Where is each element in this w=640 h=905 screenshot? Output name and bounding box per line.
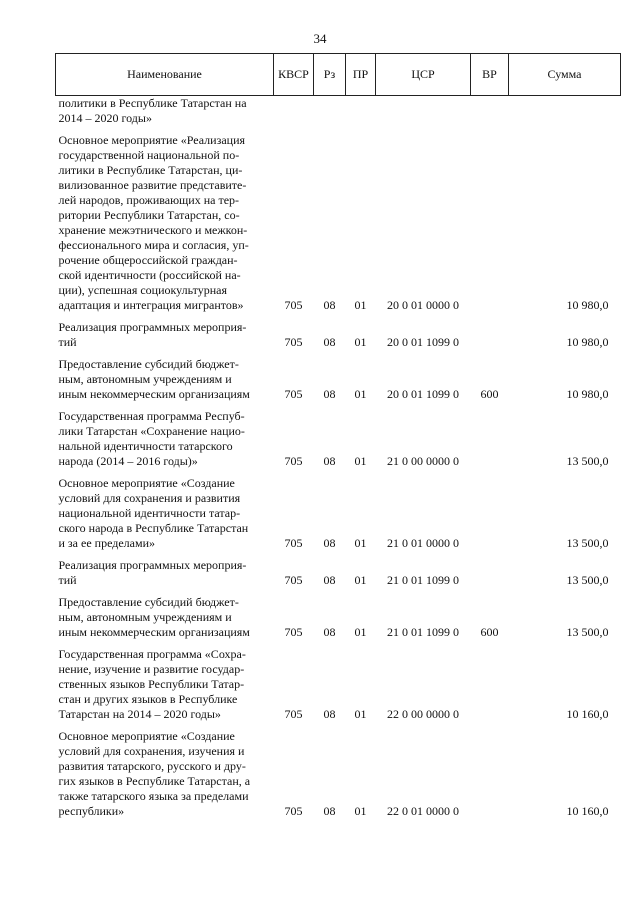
- row-kvsr: [274, 96, 314, 127]
- row-name: [56, 469, 274, 551]
- table-row: [56, 96, 621, 127]
- row-pr: 01: [354, 804, 367, 818]
- row-rz: 08: [323, 804, 336, 818]
- row-name-line: Основное мероприятие «Создание: [58, 729, 235, 743]
- table-row: [56, 126, 621, 313]
- row-name-line: ской идентичности (российской на-: [58, 268, 241, 282]
- row-vr: 600: [480, 625, 499, 639]
- row-kvsr: 705: [284, 707, 303, 721]
- row-name-line: фессионального мира и согласия, уп-: [58, 238, 249, 252]
- row-name-line: гих языков в Республике Татарстан, а: [58, 774, 251, 788]
- row-name-line: также татарского языка за пределами: [58, 789, 249, 803]
- row-name-line: Татарстан на 2014 – 2020 годы»: [58, 707, 221, 721]
- row-vr: [471, 469, 509, 551]
- row-sum: 10 160,0: [566, 707, 609, 721]
- row-pr: 01: [354, 625, 367, 639]
- row-name-line: ского народа в Республике Татарстан: [58, 521, 249, 535]
- row-vr: [471, 402, 509, 469]
- row-name-line: вилизованное развитие представите-: [58, 178, 247, 192]
- row-vr: [471, 126, 509, 313]
- row-name-line: лики Татарстан «Сохранение нацио-: [58, 424, 245, 438]
- table-row: [56, 402, 621, 469]
- row-vr: [471, 551, 509, 588]
- row-name: [56, 313, 274, 350]
- row-csr: 21 0 01 1099 0: [387, 625, 459, 639]
- row-kvsr: 705: [284, 625, 303, 639]
- row-name-line: условий для сохранения, изучения и: [58, 744, 245, 758]
- row-sum: [509, 96, 621, 127]
- row-name-line: нальной идентичности татарского: [58, 439, 233, 453]
- row-name-line: лей народов, проживающих на тер-: [58, 193, 240, 207]
- row-csr: 22 0 00 0000 0: [387, 707, 459, 721]
- row-kvsr: 705: [284, 454, 303, 468]
- row-name-line: политики в Республике Татарстан на: [58, 96, 247, 110]
- row-name: [56, 722, 274, 819]
- row-name-line: иным некоммерческим организациям: [58, 625, 250, 639]
- table-body: [56, 96, 621, 820]
- row-name: [56, 551, 274, 588]
- row-csr: 22 0 01 0000 0: [387, 804, 459, 818]
- row-name-line: Реализация программных мероприя-: [58, 558, 247, 572]
- row-name-line: иным некоммерческим организациям: [58, 387, 250, 401]
- row-name-line: ритории Республики Татарстан, со-: [58, 208, 240, 222]
- row-vr: [471, 96, 509, 127]
- row-name-line: хранение межэтнического и межкон-: [58, 223, 248, 237]
- row-sum: 10 980,0: [566, 387, 609, 401]
- header-name: Наименование: [56, 54, 274, 96]
- row-kvsr: 705: [284, 298, 303, 312]
- row-csr: 20 0 01 1099 0: [387, 387, 459, 401]
- header-kvsr: КВСР: [274, 54, 314, 96]
- row-name-line: государственной национальной по-: [58, 148, 240, 162]
- row-name-line: нение, изучение и развитие государ-: [58, 662, 245, 676]
- table-row: [56, 313, 621, 350]
- table-header: [56, 54, 621, 96]
- row-name: [56, 402, 274, 469]
- header-csr: ЦСР: [376, 54, 471, 96]
- row-name-line: условий для сохранения и развития: [58, 491, 241, 505]
- row-kvsr: 705: [284, 335, 303, 349]
- row-sum: 13 500,0: [566, 573, 609, 587]
- row-name-line: Государственная программа «Сохра-: [58, 647, 246, 661]
- row-name-line: Предоставление субсидий бюджет-: [58, 595, 239, 609]
- row-vr: 600: [480, 387, 499, 401]
- row-name-line: ным, автономным учреждениям и: [58, 610, 232, 624]
- row-name-line: народа (2014 – 2016 годы)»: [58, 454, 198, 468]
- row-name-line: адаптация и интеграция мигрантов»: [58, 298, 244, 312]
- header-pr: ПР: [346, 54, 376, 96]
- row-name-line: Государственная программа Респуб-: [58, 409, 245, 423]
- row-sum: 10 980,0: [566, 335, 609, 349]
- row-rz: 08: [323, 625, 336, 639]
- row-pr: 01: [354, 335, 367, 349]
- row-name: [56, 350, 274, 402]
- header-rz: Рз: [314, 54, 346, 96]
- row-kvsr: 705: [284, 536, 303, 550]
- row-name: [56, 126, 274, 313]
- row-name-line: литики в Республике Татарстан, ци-: [58, 163, 243, 177]
- row-pr: [346, 96, 376, 127]
- row-name-line: ственных языков Республики Татар-: [58, 677, 245, 691]
- row-csr: 21 0 00 0000 0: [387, 454, 459, 468]
- row-name-line: национальной идентичности татар-: [58, 506, 241, 520]
- row-rz: 08: [323, 454, 336, 468]
- row-rz: 08: [323, 707, 336, 721]
- row-name-line: стан и других языков в Республике: [58, 692, 238, 706]
- row-sum: 10 160,0: [566, 804, 609, 818]
- row-name-line: ции), успешная социокультурная: [58, 283, 228, 297]
- row-pr: 01: [354, 536, 367, 550]
- row-name-line: Реализация программных мероприя-: [58, 320, 247, 334]
- row-name-line: республики»: [58, 804, 125, 818]
- row-name: [56, 96, 274, 127]
- row-rz: 08: [323, 335, 336, 349]
- row-name-line: тий: [58, 335, 77, 349]
- table-row: [56, 640, 621, 722]
- row-rz: 08: [323, 387, 336, 401]
- row-kvsr: 705: [284, 573, 303, 587]
- row-pr: 01: [354, 298, 367, 312]
- row-sum: 13 500,0: [566, 454, 609, 468]
- row-name-line: 2014 – 2020 годы»: [58, 111, 152, 125]
- row-rz: [314, 96, 346, 127]
- table-row: [56, 551, 621, 588]
- table-row: [56, 588, 621, 640]
- row-name-line: Основное мероприятие «Реализация: [58, 133, 246, 147]
- table-row: [56, 350, 621, 402]
- header-vr: ВР: [471, 54, 509, 96]
- row-rz: 08: [323, 298, 336, 312]
- row-vr: [471, 722, 509, 819]
- row-sum: 13 500,0: [566, 536, 609, 550]
- row-kvsr: 705: [284, 387, 303, 401]
- row-pr: 01: [354, 707, 367, 721]
- budget-table: [55, 53, 621, 819]
- row-name-line: и за ее пределами»: [58, 536, 155, 550]
- row-csr: 21 0 01 1099 0: [387, 573, 459, 587]
- row-vr: [471, 640, 509, 722]
- row-rz: 08: [323, 536, 336, 550]
- row-csr: 21 0 01 0000 0: [387, 536, 459, 550]
- row-pr: 01: [354, 573, 367, 587]
- row-pr: 01: [354, 454, 367, 468]
- row-sum: 13 500,0: [566, 625, 609, 639]
- row-vr: [471, 313, 509, 350]
- row-name-line: рочение общероссийской граждан-: [58, 253, 238, 267]
- row-csr: 20 0 01 0000 0: [387, 298, 459, 312]
- row-name-line: тий: [58, 573, 77, 587]
- row-pr: 01: [354, 387, 367, 401]
- row-name-line: Основное мероприятие «Создание: [58, 476, 235, 490]
- row-name-line: Предоставление субсидий бюджет-: [58, 357, 239, 371]
- table-row: [56, 722, 621, 819]
- row-kvsr: 705: [284, 804, 303, 818]
- table-row: [56, 469, 621, 551]
- header-sum: Сумма: [509, 54, 621, 96]
- row-rz: 08: [323, 573, 336, 587]
- row-name-line: развития татарского, русского и дру-: [58, 759, 246, 773]
- page-number: 34: [313, 31, 327, 46]
- row-csr: 20 0 01 1099 0: [387, 335, 459, 349]
- row-name-line: ным, автономным учреждениям и: [58, 372, 232, 386]
- row-name: [56, 588, 274, 640]
- row-csr: [376, 96, 471, 127]
- row-sum: 10 980,0: [566, 298, 609, 312]
- row-name: [56, 640, 274, 722]
